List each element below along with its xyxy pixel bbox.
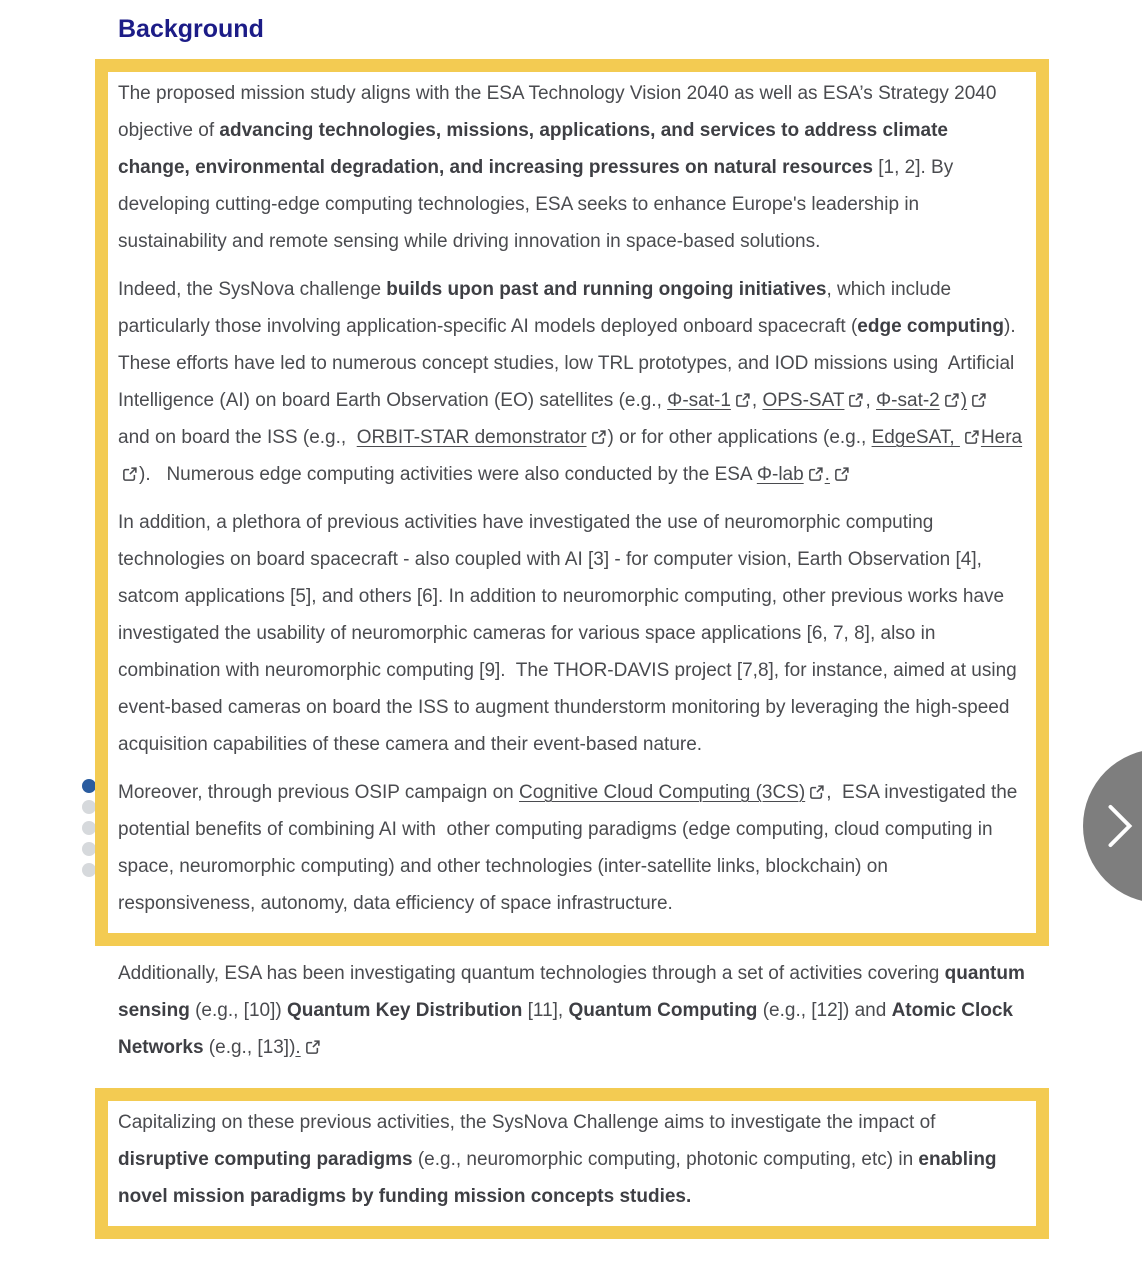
bold-text: Quantum Key Distribution	[286, 1000, 523, 1021]
text: In addition, a plethora of previous activities have investigated the use of neuromorphic computing technologies on board spacecraft - also coupled with AI [3] - for computer vision, Earth Observation [4], satcom applications [5], and others [6]. In addition to neuromorphic computing, other previous works have investigated the usability of neuromorphic cameras for various space applications [6, 7, 8], also in combination with neuromorphic computing [9]. The THOR-DAVIS project [7,8], for instance, aimed at using event-based cameras on board the ISS to augment thunderstorm monitoring by leveraging the high-speed acquisition capabilities of these camera and their event-based nature.	[118, 512, 1022, 755]
text: (e.g., [10])	[189, 1000, 287, 1021]
paragraph	[118, 271, 1024, 493]
text: ,	[751, 390, 763, 411]
bold-text: advancing technologies, missions, applications, and services to address climate change, environmental degradation, and increasing pressures on natural resources	[118, 120, 954, 178]
text: (e.g., [13])	[203, 1037, 296, 1058]
external-link-icon[interactable]	[123, 456, 137, 493]
paragraph	[118, 504, 1024, 763]
text: The proposed mission study aligns with the ESA Technology Vision 2040 as well as ESA’s Strategy 2040 objective of	[118, 83, 1002, 141]
external-link-icon[interactable]	[809, 456, 823, 493]
link[interactable]: OPS-SAT	[762, 390, 845, 411]
text: [1, 2]. By developing cutting-edge computing technologies, ESA seeks to enhance Europe's leadership in sustainability and remote sensing while driving innovation in space-based solutions.	[118, 157, 959, 252]
text: Additionally, ESA has been investigating quantum technologies through a set of activities covering	[118, 963, 945, 984]
external-link-icon[interactable]	[306, 1029, 320, 1066]
bold-text: builds upon past and running ongoing initiatives	[386, 279, 827, 300]
text: [11],	[522, 1000, 569, 1021]
carousel-dot[interactable]	[82, 821, 96, 835]
link[interactable]: Cognitive Cloud Computing (3CS)	[519, 782, 806, 803]
bold-text: Quantum Computing	[568, 1000, 758, 1021]
quantum-paragraph-container	[118, 955, 1032, 1066]
highlight-box-2	[95, 1088, 1049, 1239]
text: ,	[865, 390, 877, 411]
external-link-icon[interactable]	[945, 382, 959, 419]
link[interactable]: Φ-sat-2	[876, 390, 940, 411]
link[interactable]: EdgeSAT,	[871, 427, 960, 448]
link[interactable]: .	[295, 1037, 301, 1058]
paragraph	[118, 75, 1024, 260]
text: ) or for other applications (e.g.,	[607, 427, 872, 448]
link[interactable]: Φ-sat-1	[667, 390, 731, 411]
link[interactable]: ORBIT-STAR demonstrator	[356, 427, 587, 448]
paragraph	[118, 1104, 1024, 1215]
bold-text: disruptive computing paradigms	[118, 1149, 413, 1170]
carousel-dot[interactable]	[82, 842, 96, 856]
text: , ESA investigated the potential benefits of combining AI with other computing paradigms (edge computing, cloud computing in space, neuromorphic computing) and other technologies (inter-satellite links, blockchain) on responsiveness, autonomy, data efficiency of space infrastructure.	[118, 782, 1028, 914]
external-link-icon[interactable]	[835, 456, 849, 493]
highlight-box-1	[95, 59, 1049, 946]
text: ). Numerous edge computing activities were also conducted by the ESA	[139, 464, 757, 485]
text: and on board the ISS (e.g.,	[118, 390, 994, 448]
carousel-dot[interactable]	[82, 800, 96, 814]
text: Indeed, the SysNova challenge	[118, 279, 387, 300]
bold-text: Atomic Clock Networks	[118, 1000, 1019, 1058]
external-link-icon[interactable]	[965, 419, 979, 456]
link[interactable]: Φ-lab	[756, 464, 804, 485]
background-section	[0, 14, 1142, 1239]
paragraph	[118, 955, 1032, 1066]
paragraph	[118, 774, 1028, 922]
link[interactable]: .	[824, 464, 830, 485]
text: Moreover, through previous OSIP campaign on	[118, 782, 519, 803]
external-link-icon[interactable]	[810, 774, 824, 811]
link[interactable]: )	[960, 390, 968, 411]
external-link-icon[interactable]	[736, 382, 750, 419]
link[interactable]: Hera	[980, 427, 1023, 448]
bold-text: quantum sensing	[118, 963, 1031, 1021]
external-link-icon[interactable]	[592, 419, 606, 456]
carousel-dots	[82, 779, 96, 877]
text: (e.g., neuromorphic computing, photonic computing, etc) in	[412, 1149, 919, 1170]
text: ). These efforts have led to numerous concept studies, low TRL prototypes, and IOD missions using Artificial Intelligence (AI) on board Earth Observation (EO) satellites (e.g.,	[118, 316, 1021, 411]
page-title: Background	[118, 15, 264, 43]
carousel-dot[interactable]	[82, 779, 96, 793]
carousel-dot[interactable]	[82, 863, 96, 877]
text: , which include particularly those involving application-specific AI models deployed onboard spacecraft (	[118, 279, 957, 337]
text: Capitalizing on these previous activities, the SysNova Challenge aims to investigate the impact of	[118, 1112, 941, 1133]
bold-text: edge computing	[857, 316, 1005, 337]
external-link-icon[interactable]	[972, 382, 986, 419]
bold-text: enabling novel mission paradigms by funding mission concepts studies.	[118, 1149, 1002, 1207]
chevron-right-icon	[1107, 803, 1133, 849]
text: (e.g., [12]) and	[757, 1000, 892, 1021]
external-link-icon[interactable]	[849, 382, 863, 419]
